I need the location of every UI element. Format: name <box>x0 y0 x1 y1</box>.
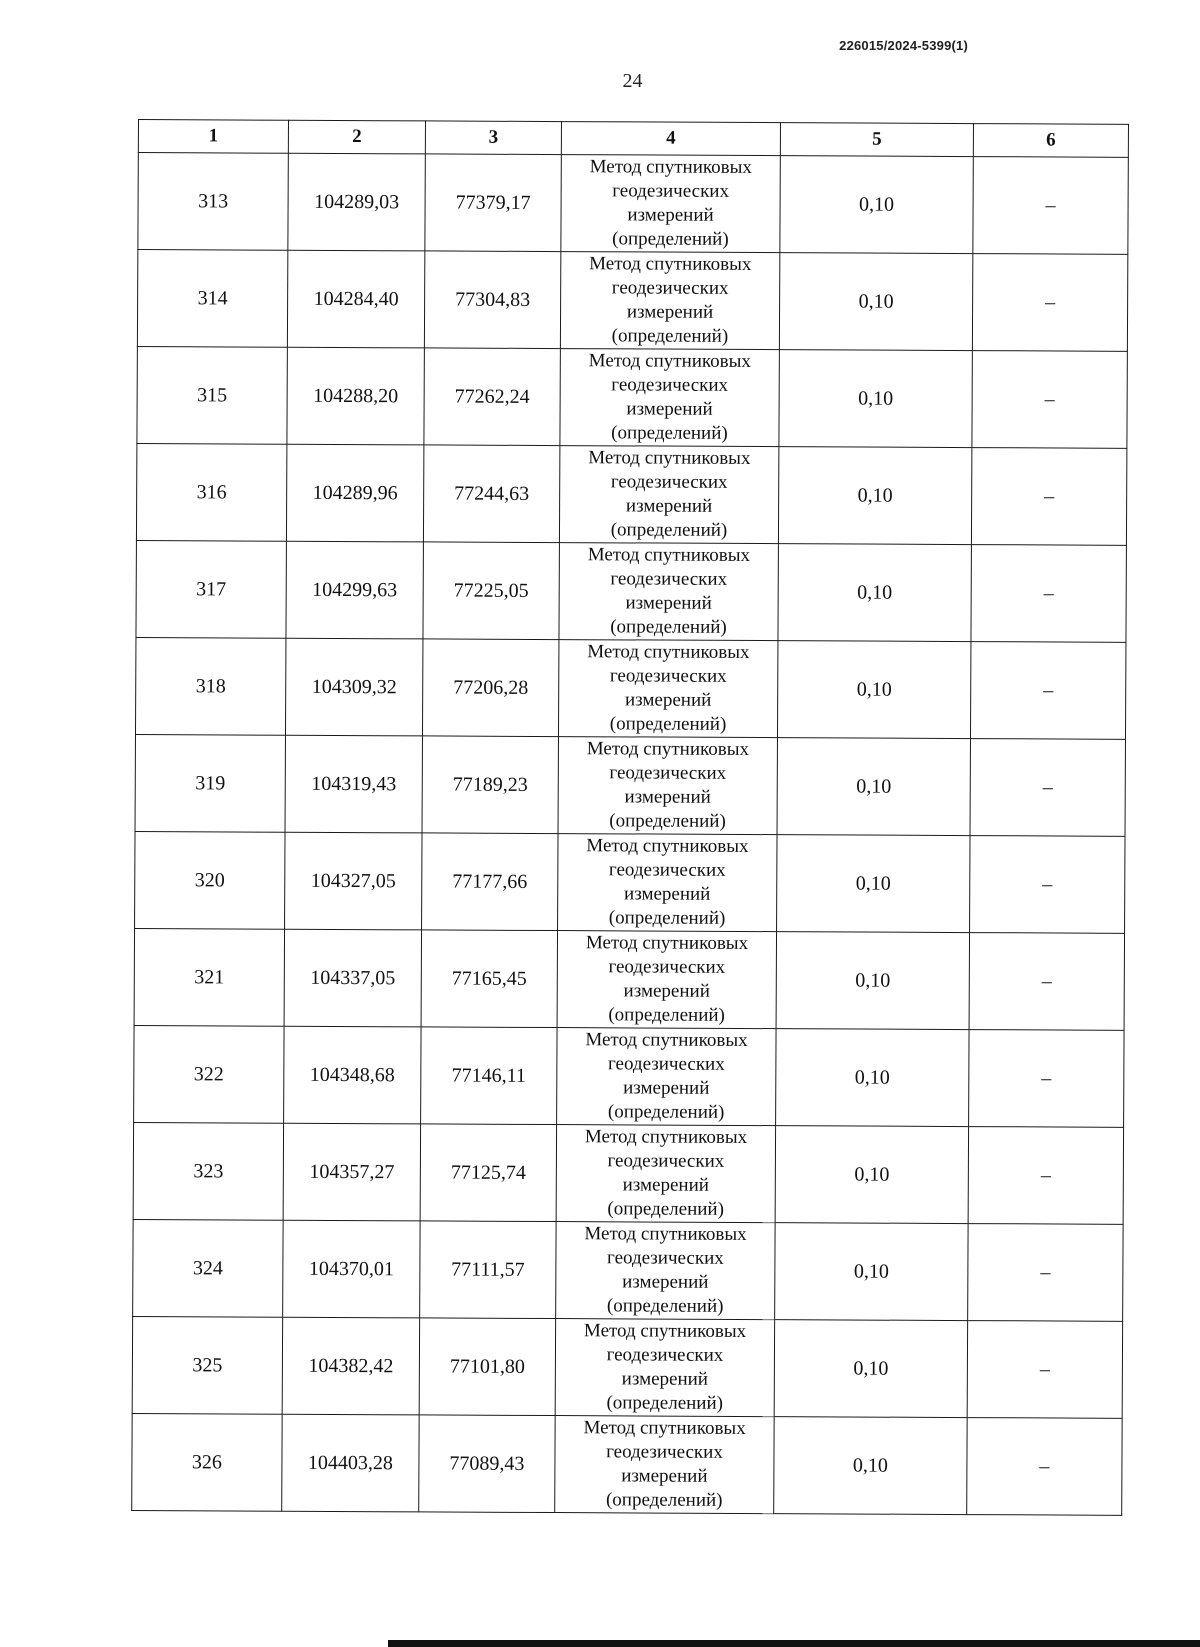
note-cell: – <box>968 1127 1123 1225</box>
x-coordinate-cell: 104357,27 <box>283 1123 420 1221</box>
x-coordinate-cell: 104348,68 <box>284 1026 421 1124</box>
method-line: (определений) <box>611 325 729 347</box>
accuracy-cell: 0,10 <box>775 1223 968 1321</box>
table-row <box>133 1122 1123 1224</box>
method-line: Метод спутниковых <box>585 1029 748 1051</box>
method-cell <box>555 1416 774 1514</box>
note-cell: – <box>967 1321 1122 1419</box>
method-line: (определений) <box>612 228 729 250</box>
point-number-cell: 315 <box>137 346 287 444</box>
y-coordinate-cell: 77111,57 <box>420 1221 556 1319</box>
method-line: Метод спутниковых <box>585 932 749 954</box>
method-line: геодезических <box>611 277 729 299</box>
accuracy-cell: 0,10 <box>776 1029 969 1127</box>
method-cell <box>559 446 778 544</box>
y-coordinate-cell: 77225,05 <box>423 542 559 640</box>
method-line: геодезических <box>608 956 726 978</box>
method-cell <box>559 543 778 641</box>
table-row <box>137 346 1127 448</box>
note-cell: – <box>968 1224 1123 1322</box>
method-cell <box>560 252 779 350</box>
column-header-4: 4 <box>561 122 780 156</box>
accuracy-cell: 0,10 <box>778 544 971 642</box>
method-line: измерений <box>624 883 711 905</box>
note-cell: – <box>967 1418 1122 1516</box>
accuracy-cell: 0,10 <box>780 156 973 254</box>
x-coordinate-cell: 104284,40 <box>287 250 424 348</box>
method-line: (определений) <box>607 1101 725 1123</box>
accuracy-cell: 0,10 <box>777 738 970 836</box>
column-header-6: 6 <box>973 124 1128 158</box>
note-cell: – <box>970 642 1125 740</box>
method-line: измерений <box>625 592 712 614</box>
method-line: измерений <box>622 1271 709 1293</box>
y-coordinate-cell: 77379,17 <box>425 154 561 252</box>
method-line: геодезических <box>606 1344 724 1366</box>
coordinates-table <box>131 119 1129 1516</box>
table-row <box>133 1219 1123 1321</box>
note-cell: – <box>969 933 1124 1031</box>
y-coordinate-cell: 77189,23 <box>422 736 558 834</box>
method-cell <box>556 1222 775 1320</box>
accuracy-cell: 0,10 <box>777 641 970 739</box>
method-line: Метод спутниковых <box>584 1126 748 1148</box>
method-line: измерений <box>624 689 712 711</box>
y-coordinate-cell: 77244,63 <box>423 445 559 543</box>
point-number-cell: 322 <box>134 1025 284 1123</box>
point-number-cell: 324 <box>133 1219 283 1317</box>
method-line: измерений <box>623 980 710 1002</box>
method-line: Метод спутниковых <box>583 1320 747 1342</box>
column-header-1: 1 <box>138 120 288 154</box>
x-coordinate-cell: 104289,03 <box>288 153 425 251</box>
method-line: Метод спутниковых <box>588 447 751 469</box>
x-coordinate-cell: 104309,32 <box>285 638 422 736</box>
method-line: измерений <box>621 1465 708 1487</box>
method-line: (определений) <box>606 1295 724 1317</box>
note-cell: – <box>973 157 1128 255</box>
y-coordinate-cell: 77146,11 <box>421 1027 557 1125</box>
method-cell <box>556 1125 775 1223</box>
method-line: измерений <box>625 495 713 517</box>
method-line: геодезических <box>612 180 730 202</box>
method-line: измерений <box>627 204 714 226</box>
method-line: геодезических <box>607 1150 725 1172</box>
x-coordinate-cell: 104370,01 <box>283 1220 420 1318</box>
method-line: измерений <box>623 1077 710 1099</box>
method-line: Метод спутниковых <box>583 1417 746 1439</box>
point-number-cell: 318 <box>135 637 285 735</box>
x-coordinate-cell: 104319,43 <box>285 735 422 833</box>
y-coordinate-cell: 77125,74 <box>420 1124 556 1222</box>
point-number-cell: 321 <box>134 928 284 1026</box>
method-line: (определений) <box>611 422 728 444</box>
method-line: измерений <box>622 1174 710 1196</box>
method-line: Метод спутниковых <box>587 544 751 566</box>
document-id: 226015/2024-5399(1) <box>839 38 968 53</box>
method-cell <box>558 834 777 932</box>
method-line: (определений) <box>608 907 726 929</box>
x-coordinate-cell: 104288,20 <box>287 347 424 445</box>
method-line: Метод спутниковых <box>586 738 750 760</box>
y-coordinate-cell: 77262,24 <box>424 348 560 446</box>
x-coordinate-cell: 104327,05 <box>285 832 422 930</box>
y-coordinate-cell: 77089,43 <box>419 1415 555 1513</box>
y-coordinate-cell: 77206,28 <box>422 639 558 737</box>
note-cell: – <box>971 448 1126 546</box>
table-row <box>136 443 1126 545</box>
method-cell <box>557 1028 776 1126</box>
header-row <box>138 120 1128 158</box>
method-cell <box>560 349 779 447</box>
method-line: Метод спутниковых <box>586 835 749 857</box>
method-cell <box>558 737 777 835</box>
table-row <box>138 153 1128 255</box>
x-coordinate-cell: 104382,42 <box>282 1317 419 1415</box>
method-line: измерений <box>624 786 711 808</box>
method-line: (определений) <box>608 1004 725 1026</box>
table-row <box>134 1025 1124 1127</box>
point-number-cell: 326 <box>132 1413 282 1511</box>
method-line: геодезических <box>607 1053 725 1075</box>
y-coordinate-cell: 77304,83 <box>424 251 560 349</box>
note-cell: – <box>972 351 1127 449</box>
table-body <box>132 153 1129 1516</box>
method-line: (определений) <box>605 1489 723 1511</box>
method-line: измерений <box>626 301 714 323</box>
point-number-cell: 317 <box>136 540 286 638</box>
method-line: (определений) <box>606 1392 724 1414</box>
point-number-cell: 323 <box>133 1122 283 1220</box>
point-number-cell: 319 <box>135 734 285 832</box>
table-row <box>137 250 1127 352</box>
method-line: геодезических <box>607 1247 724 1269</box>
method-line: (определений) <box>607 1198 724 1220</box>
coordinates-table-wrapper <box>131 119 1128 1516</box>
accuracy-cell: 0,10 <box>774 1320 967 1418</box>
method-line: Метод спутниковых <box>589 156 752 179</box>
column-header-2: 2 <box>288 120 425 154</box>
table-row <box>132 1413 1122 1515</box>
table-row <box>134 928 1124 1030</box>
note-cell: – <box>969 1030 1124 1128</box>
method-line: геодезических <box>610 568 728 590</box>
scan-edge-line <box>388 1640 1200 1647</box>
method-line: Метод спутниковых <box>587 641 750 663</box>
method-line: геодезических <box>611 374 729 396</box>
point-number-cell: 316 <box>136 443 286 541</box>
point-number-cell: 314 <box>137 250 287 348</box>
y-coordinate-cell: 77101,80 <box>419 1318 555 1416</box>
accuracy-cell: 0,10 <box>776 932 969 1030</box>
table-row <box>135 637 1125 739</box>
table-row <box>132 1316 1122 1418</box>
point-number-cell: 313 <box>138 153 288 251</box>
accuracy-cell: 0,10 <box>778 447 971 545</box>
method-line: измерений <box>621 1368 709 1390</box>
note-cell: – <box>970 739 1125 837</box>
method-line: геодезических <box>606 1441 723 1463</box>
note-cell: – <box>972 254 1127 352</box>
accuracy-cell: 0,10 <box>779 253 972 351</box>
x-coordinate-cell: 104299,63 <box>286 541 423 639</box>
method-line: геодезических <box>609 665 727 687</box>
method-line: (определений) <box>610 616 727 638</box>
accuracy-cell: 0,10 <box>775 1126 968 1224</box>
table-row <box>135 831 1125 933</box>
x-coordinate-cell: 104337,05 <box>284 929 421 1027</box>
table-row <box>135 734 1125 836</box>
table-header <box>138 120 1128 158</box>
accuracy-cell: 0,10 <box>777 835 970 933</box>
point-number-cell: 325 <box>132 1316 282 1414</box>
method-line: геодезических <box>608 859 726 881</box>
method-line: (определений) <box>609 713 727 735</box>
method-cell <box>561 155 780 253</box>
table-row <box>136 540 1126 642</box>
method-line: измерений <box>626 398 713 420</box>
method-cell <box>555 1319 774 1417</box>
method-line: (определений) <box>610 519 728 541</box>
method-line: (определений) <box>609 810 726 832</box>
method-cell <box>557 931 776 1029</box>
accuracy-cell: 0,10 <box>779 350 972 448</box>
column-header-3: 3 <box>425 121 561 155</box>
column-header-5: 5 <box>780 123 973 157</box>
method-line: геодезических <box>610 471 728 493</box>
y-coordinate-cell: 77177,66 <box>422 833 558 931</box>
page-number: 24 <box>622 70 643 92</box>
point-number-cell: 320 <box>135 831 285 929</box>
y-coordinate-cell: 77165,45 <box>421 930 557 1028</box>
accuracy-cell: 0,10 <box>774 1417 967 1515</box>
x-coordinate-cell: 104403,28 <box>282 1414 419 1512</box>
note-cell: – <box>970 836 1125 934</box>
method-line: Метод спутниковых <box>589 253 752 275</box>
method-line: Метод спутниковых <box>584 1223 747 1245</box>
method-cell <box>558 640 777 738</box>
note-cell: – <box>971 545 1126 643</box>
method-line: геодезических <box>609 762 727 784</box>
method-line: Метод спутниковых <box>588 350 751 372</box>
x-coordinate-cell: 104289,96 <box>286 444 423 542</box>
